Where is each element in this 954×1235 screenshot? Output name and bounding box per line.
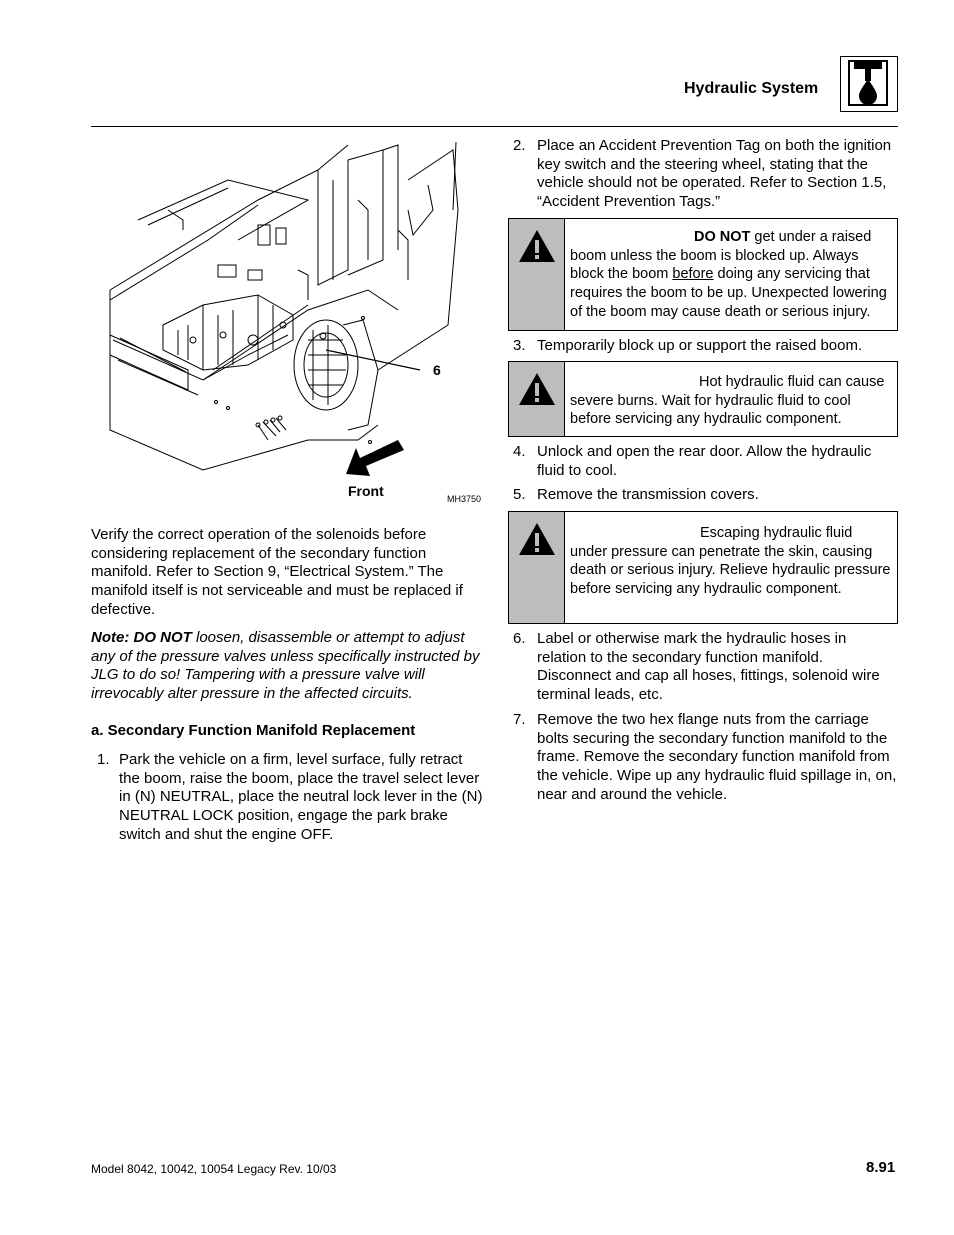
note-do-not: DO NOT <box>133 629 192 646</box>
warning-box-pressure <box>508 511 898 624</box>
figure-code: MH3750 <box>447 494 482 504</box>
step-number: 6. <box>513 630 526 647</box>
warning-text: DO NOT get under a raised boom unless the boom is blocked up. Always block the boom before doing any servicing that requires the boom to be up. Unexpected lowering of the boom may cause death or serious injury. <box>570 229 887 320</box>
hydraulic-system-icon <box>840 56 898 112</box>
step-number: 2. <box>513 137 526 154</box>
section-title: Hydraulic System <box>684 80 819 97</box>
step-text: Remove the transmission covers. <box>537 486 759 503</box>
warning-triangle-icon <box>517 227 557 267</box>
front-arrow-icon <box>344 436 406 480</box>
subsection-heading: a. Secondary Function Manifold Replacement <box>91 722 416 739</box>
page-number: 8.91 <box>866 1159 896 1176</box>
step-text: Temporarily block up or support the raised boom. <box>537 337 863 354</box>
step-number: 3. <box>513 337 526 354</box>
callout-number: 6 <box>433 362 441 378</box>
warning-text: Hot hydraulic fluid can cause severe burns. Wait for hydraulic fluid to cool before servicing any hydraulic component. <box>570 374 885 428</box>
step-text: Remove the two hex flange nuts from the carriage bolts securing the secondary function manifold to the frame. Remove the secondary function manifold from the vehicle. Wipe up any hydraulic fluid spillage in, on, near and around the vehicle. <box>537 711 897 803</box>
note-text: loosen, disassemble or attempt to adjust any of the pressure valves unless specifically instructed by JLG to do so! Tampering with a pressure valve will irrevocably alter pressure in the affected circuits. <box>91 629 480 703</box>
step-number: 1. <box>97 751 110 768</box>
manifold-illustration <box>108 140 488 505</box>
step-number: 4. <box>513 443 526 460</box>
header-rule <box>91 126 898 127</box>
front-direction-label: Front <box>348 483 384 499</box>
footer-model: Model 8042, 10042, 10054 Legacy Rev. 10/03 <box>91 1162 337 1176</box>
intro-paragraph: Verify the correct operation of the solenoids before considering replacement of the secondary function manifold. Refer to Section 9, “Electrical System.” The manifold itself is not serviceable and must be replaced if defective. <box>91 526 463 618</box>
step-text: Place an Accident Prevention Tag on both the ignition key switch and the steering wheel, stating that the vehicle should not be operated. Refer to Section 1.5, “Accident Prevention Tags.” <box>537 137 892 211</box>
step-number: 5. <box>513 486 526 503</box>
warning-box-hot-fluid <box>508 361 898 437</box>
warning-text: Escaping hydraulic fluid under pressure can penetrate the skin, causing death or serious injury. Relieve hydraulic pressure before servicing any hydraulic component. <box>570 525 891 598</box>
step-text: Label or otherwise mark the hydraulic hoses in relation to the secondary function manifold. Disconnect and cap all hoses, fittings, solenoid wire terminal leads, etc. <box>537 630 880 704</box>
warning-box-boom <box>508 218 898 331</box>
step-text: Park the vehicle on a firm, level surface, fully retract the boom, raise the boom, place the travel select lever in (N) NEUTRAL, place the neutral lock lever in the (N) NEUTRAL LOCK position, engage the park brake switch and shut the engine OFF. <box>119 751 483 843</box>
step-text: Unlock and open the rear door. Allow the hydraulic fluid to cool. <box>537 443 872 479</box>
note-paragraph <box>91 629 483 704</box>
note-label: Note: <box>91 629 134 646</box>
step-number: 7. <box>513 711 526 728</box>
warning-triangle-icon <box>517 370 557 410</box>
warning-triangle-icon <box>517 520 557 560</box>
